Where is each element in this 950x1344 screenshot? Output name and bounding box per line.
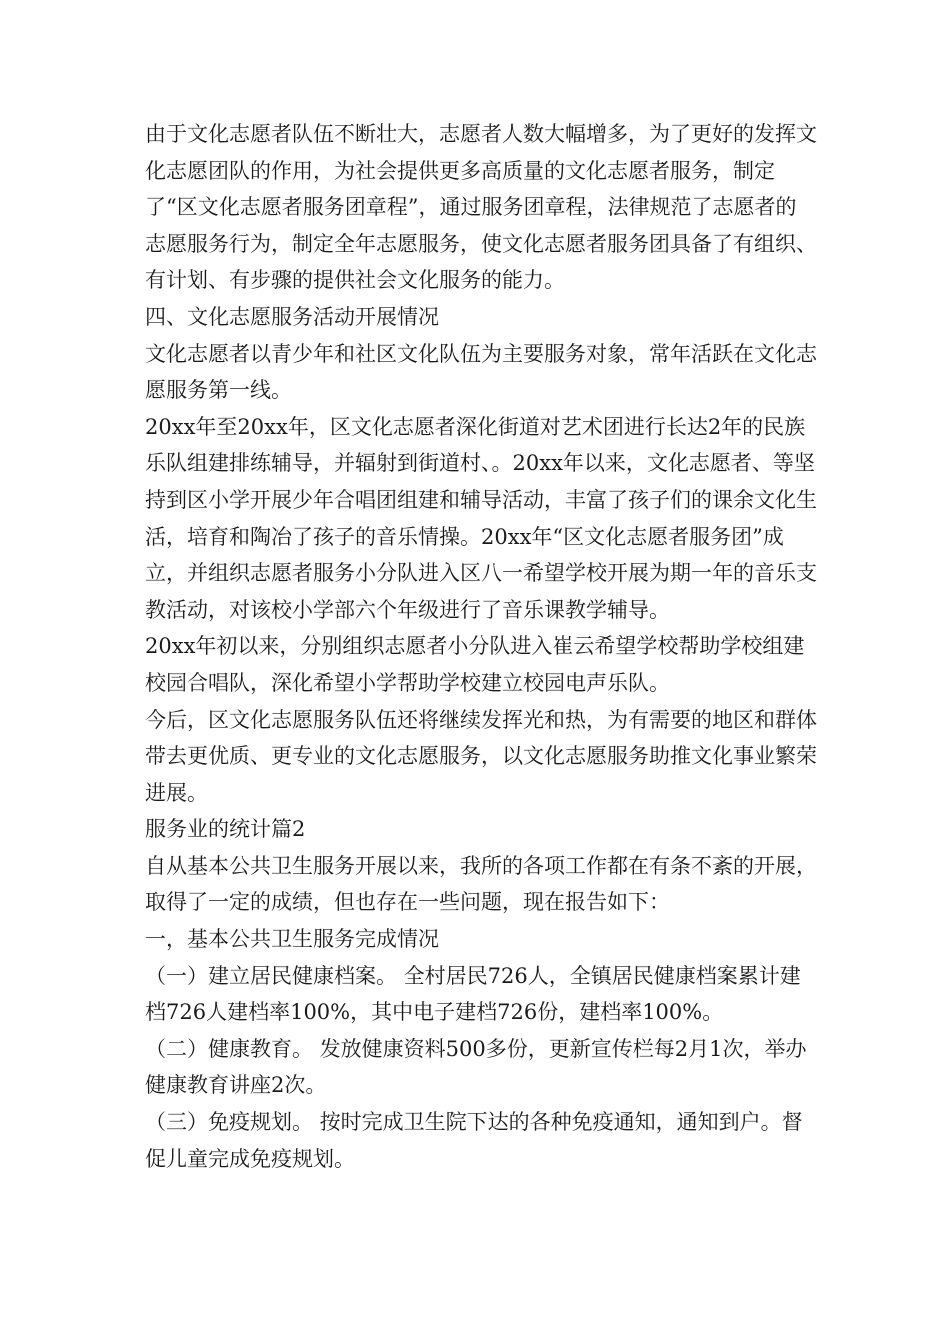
paragraph-health-records: （一）建立居民健康档案。 全村居民726人，全镇居民健康档案累计建档726人建档率100%，其中电子建档726份，建档率100%。 [145,963,801,1025]
paragraph-future-plans: 今后，区文化志愿服务队伍还将继续发挥光和热，为有需要的地区和群体带去更优质、更专业的文化志愿服务，以文化志愿服务助推文化事业繁荣进展。 [145,707,817,805]
section-heading-health-completion: 一，基本公共卫生服务完成情况 [145,927,439,952]
section-heading-activities: 四、文化志愿服务活动开展情况 [145,304,439,329]
paragraph-volunteer-charter: 由于文化志愿者队伍不断壮大，志愿者人数大幅增多，为了更好的发挥文化志愿团队的作用，为社会提供更多高质量的文化志愿者服务，制定了“区文化志愿者服务团章程”，通过服务团章程，法律规范了志愿者的志愿服务行为，制定全年志愿服务，使文化志愿者服务团具备了有组织、有计划、有步骤的提供社会文化服务的能力。 [145,122,817,293]
document-page [145,116,817,1177]
paragraph-health-education: （二）健康教育。 发放健康资料500多份，更新宣传栏每2月1次，举办健康教育讲座2次。 [145,1036,807,1098]
paragraph-service-targets: 文化志愿者以青少年和社区文化队伍为主要服务对象，常年活跃在文化志愿服务第一线。 [145,341,817,403]
paragraph-music-activities: 20xx年至20xx年，区文化志愿者深化街道对艺术团进行长达2年的民族乐队组建排练辅导，并辐射到街道村、。20xx年以来，文化志愿者、等坚持到区小学开展少年合唱团组建和辅导活动，丰富了孩子们的课余文化生活，培育和陶冶了孩子的音乐情操。20xx年“区文化志愿者服务团”成立，并组织志愿者服务小分队进入区八一希望学校开展为期一年的音乐支教活动，对该校小学部六个年级进行了音乐课教学辅导。 [145,414,817,622]
paragraph-immunization: （三）免疫规划。 按时完成卫生院下达的各种免疫通知，通知到户。督促儿童完成免疫规划。 [145,1110,803,1171]
section-title-part-2: 服务业的统计篇2 [145,817,306,842]
paragraph-health-intro: 自从基本公共卫生服务开展以来，我所的各项工作都在有条不紊的开展，取得了一定的成绩，但也存在一些问题，现在报告如下： [145,853,817,915]
paragraph-school-bands: 20xx年初以来，分别组织志愿者小分队进入崔云希望学校帮助学校组建校园合唱队，深化希望小学帮助学校建立校园电声乐队。 [145,634,805,695]
